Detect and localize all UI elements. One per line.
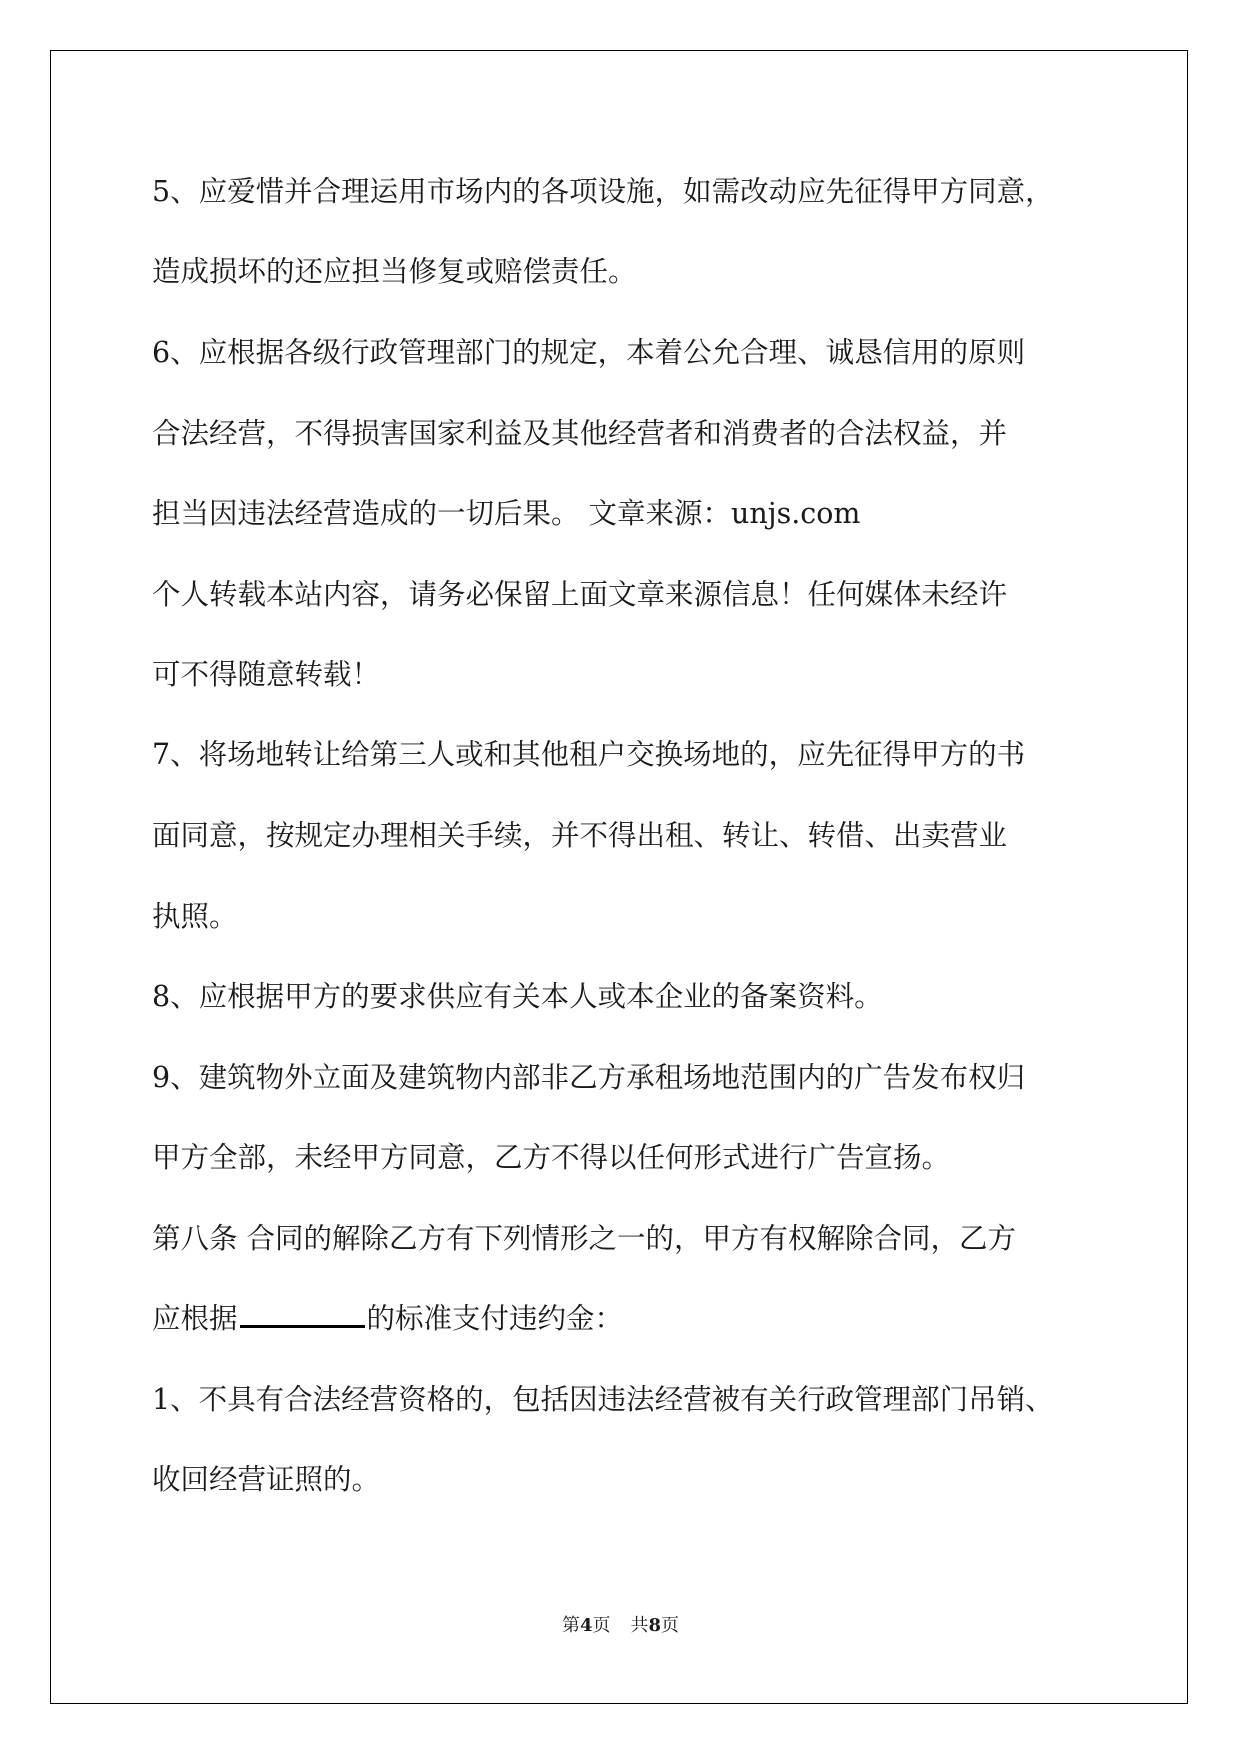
text-line: 8、应根据甲方的要求供应有关本人或本企业的备案资料。 (152, 980, 883, 1013)
text-line: 1、不具有合法经营资格的，包括因违法经营被有关行政管理部门吊销、 (152, 1383, 1054, 1416)
blank-line-after: 的标准支付违约金： (366, 1302, 624, 1335)
page-footer (0, 1611, 1241, 1637)
text-line: 造成损坏的还应担当修复或赔偿责任。 (152, 255, 637, 288)
text-line-with-blank (152, 1302, 624, 1335)
text-line: 执照。 (152, 900, 238, 933)
text-line: 担当因违法经营造成的一切后果。 文章来源：unjs.com (152, 497, 861, 530)
text-line: 甲方全部，未经甲方同意，乙方不得以任何形式进行广告宣扬。 (152, 1141, 951, 1174)
page-prefix: 第 (561, 1615, 580, 1636)
total-suffix: 页 (661, 1615, 680, 1636)
text-line: 面同意，按规定办理相关手续，并不得出租、转让、转借、出卖营业 (152, 819, 1008, 852)
total-pages: 8 (648, 1615, 662, 1636)
text-line: 个人转载本站内容，请务必保留上面文章来源信息！任何媒体未经许 (152, 578, 1008, 611)
fill-in-blank (240, 1325, 365, 1328)
text-line: 收回经营证照的。 (152, 1463, 381, 1496)
blank-line-before: 应根据 (152, 1302, 238, 1335)
text-line: 9、建筑物外立面及建筑物内部非乙方承租场地范围内的广告发布权归 (152, 1061, 1026, 1094)
text-line: 可不得随意转载！ (152, 658, 381, 691)
text-line: 合法经营，不得损害国家利益及其他经营者和消费者的合法权益，并 (152, 417, 1008, 450)
text-line: 5、应爱惜并合理运用市场内的各项设施，如需改动应先征得甲方同意， (152, 175, 1054, 208)
total-prefix: 共 (630, 1615, 649, 1636)
text-line: 7、将场地转让给第三人或和其他租户交换场地的，应先征得甲方的书 (152, 738, 1026, 771)
page-suffix: 页 (592, 1615, 611, 1636)
page-number: 4 (579, 1615, 593, 1636)
text-line: 6、应根据各级行政管理部门的规定，本着公允合理、诚恳信用的原则 (152, 336, 1026, 369)
text-line: 第八条 合同的解除乙方有下列情形之一的，甲方有权解除合同，乙方 (152, 1222, 1017, 1255)
page-border (50, 50, 1188, 1704)
